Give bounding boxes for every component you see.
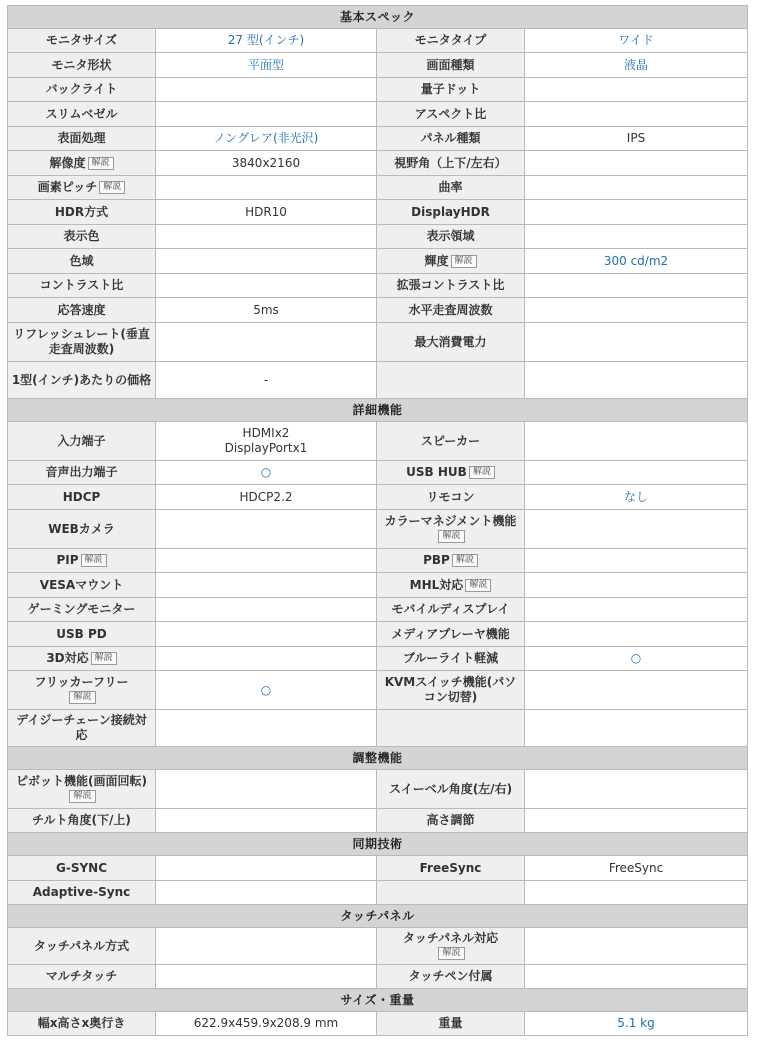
spec-row [8,200,748,225]
spec-value-link[interactable]: 液晶 [624,57,649,72]
spec-row [8,323,748,362]
spec-label-cell [377,225,525,249]
spec-label: FreeSync [419,860,482,875]
spec-value-cell [156,622,377,647]
spec-row [8,225,748,249]
spec-value-cell[interactable] [525,29,748,53]
spec-label: 表面処理 [57,131,106,145]
spec-value-link[interactable]: 平面型 [247,57,284,72]
spec-row [8,1012,748,1036]
spec-row [8,422,748,461]
spec-value: HDCP2.2 [239,489,293,504]
spec-label: タッチペン付属 [408,969,493,983]
section-header-row [8,399,748,422]
spec-value-cell [156,809,377,833]
spec-value-cell [525,710,748,747]
spec-value-cell [525,362,748,399]
spec-value-cell [525,965,748,989]
spec-value-cell[interactable] [525,485,748,510]
spec-label-cell [377,200,525,225]
spec-row [8,770,748,809]
spec-value-cell [156,422,377,461]
spec-row [8,510,748,549]
spec-label: 画面種類 [426,57,475,72]
spec-value-cell [156,549,377,573]
spec-label-cell [377,274,525,298]
kaisetsu-button[interactable]: 解説 [438,530,464,543]
spec-value-cell [156,965,377,989]
spec-label: コントラスト比 [39,278,124,292]
spec-label-cell [8,323,156,362]
spec-row [8,362,748,399]
spec-label-cell [377,881,525,905]
spec-value-cell [525,225,748,249]
spec-label-cell [377,461,525,485]
spec-value-line: DisplayPortx1 [224,441,308,455]
spec-value-cell[interactable] [525,53,748,78]
spec-label-cell [8,485,156,510]
spec-row [8,809,748,833]
spec-row [8,127,748,151]
spec-label: スリムベゼル [45,106,118,121]
spec-label: MHL対応 [409,577,464,592]
spec-value-cell [156,225,377,249]
kaisetsu-button[interactable]: 解説 [81,554,107,567]
spec-row [8,298,748,323]
spec-value-cell [525,461,748,485]
spec-value-link[interactable]: 5.1 kg [617,1016,655,1030]
spec-value-cell [525,881,748,905]
spec-label-cell [377,78,525,102]
spec-label-cell [8,573,156,598]
section-header-row [8,989,748,1012]
spec-value-link[interactable]: ノングレア(非光沢) [213,131,319,145]
spec-value-cell [525,598,748,622]
spec-label: モニタサイズ [45,33,118,47]
spec-label-cell [377,298,525,323]
kaisetsu-button[interactable]: 解説 [69,790,95,803]
section-title: 基本スペック [8,6,748,29]
spec-label: デイジーチェーン接続対応 [16,713,147,742]
spec-row [8,598,748,622]
spec-label: 音声出力端子 [45,465,118,479]
spec-value-cell [156,573,377,598]
spec-label-cell [8,102,156,127]
spec-value-cell [525,78,748,102]
spec-label: チルト角度(下/上) [32,813,131,827]
spec-value-cell [525,176,748,200]
spec-row [8,856,748,881]
spec-value-link[interactable]: ○ [260,682,272,697]
spec-value-cell [525,127,748,151]
spec-value-cell [525,928,748,965]
spec-label: アスペクト比 [414,106,487,121]
spec-label: DisplayHDR [411,204,490,219]
spec-value-link[interactable]: ○ [630,651,642,665]
spec-label-cell [377,127,525,151]
section-title: 詳細機能 [8,399,748,422]
spec-label: 最大消費電力 [414,334,487,349]
spec-value-cell [525,573,748,598]
spec-label: タッチパネル対応 [402,931,499,945]
spec-value-cell[interactable] [525,1012,748,1036]
kaisetsu-button[interactable]: 解説 [69,691,95,704]
spec-label-cell [8,671,156,710]
spec-value-cell [156,710,377,747]
spec-value-cell [156,78,377,102]
spec-value-cell [156,647,377,671]
spec-label-cell [8,362,156,399]
spec-label-cell [8,151,156,176]
spec-row [8,485,748,510]
spec-value-cell [156,102,377,127]
spec-label: ブルーライト軽減 [402,651,499,665]
spec-value-cell [156,510,377,549]
spec-label-cell [8,200,156,225]
section-title: 同期技術 [8,833,748,856]
spec-value-cell [525,422,748,461]
spec-label: 重量 [438,1016,463,1030]
spec-label-cell [8,549,156,573]
kaisetsu-button[interactable]: 解説 [465,579,491,592]
spec-value-cell [156,881,377,905]
spec-label-cell [8,510,156,549]
spec-label: G-SYNC [55,860,107,875]
spec-value-cell [156,176,377,200]
spec-value-cell [525,549,748,573]
spec-value-cell [525,622,748,647]
spec-label: モバイルディスプレイ [391,602,510,616]
spec-label-cell [377,965,525,989]
spec-label: HDR方式 [54,204,109,219]
spec-row [8,710,748,747]
spec-value-cell [525,102,748,127]
kaisetsu-button[interactable]: 解説 [469,466,495,479]
spec-row [8,53,748,78]
spec-value-cell [525,200,748,225]
spec-row [8,274,748,298]
spec-row [8,249,748,274]
section-title: 調整機能 [8,747,748,770]
spec-label-cell [8,225,156,249]
spec-label-cell [377,622,525,647]
spec-row [8,549,748,573]
spec-label: PBP [423,553,450,567]
spec-label: 高さ調節 [426,813,475,827]
spec-value: IPS [626,131,646,145]
spec-label-cell [377,485,525,510]
spec-label-cell [377,549,525,573]
spec-label: ゲーミングモニター [27,602,136,616]
spec-label: ピボット機能(画面回転) [16,774,147,788]
spec-value-link[interactable]: ○ [260,465,272,479]
spec-value-cell [525,151,748,176]
spec-value-cell [525,274,748,298]
spec-label: バックライト [45,82,118,96]
spec-label-cell [377,323,525,362]
spec-label-cell [377,362,525,399]
section-header-row [8,747,748,770]
spec-label-cell [377,102,525,127]
spec-label-cell [8,53,156,78]
spec-label-cell [377,176,525,200]
spec-label-cell [8,928,156,965]
spec-label-cell [8,249,156,274]
spec-row [8,965,748,989]
spec-label: 入力端子 [57,433,106,448]
spec-label-cell [8,422,156,461]
section-header-row [8,6,748,29]
kaisetsu-button[interactable]: 解説 [99,181,125,194]
spec-row [8,622,748,647]
section-header-row [8,905,748,928]
spec-value-cell [525,809,748,833]
spec-row [8,151,748,176]
spec-label: マルチタッチ [45,969,118,983]
spec-value-link[interactable]: 300 cd/m2 [603,253,669,268]
spec-label: VESAマウント [39,577,124,592]
spec-label: 1型(インチ)あたりの価格 [11,372,152,387]
spec-label-cell [8,1012,156,1036]
spec-label-cell [8,622,156,647]
spec-label: カラーマネジメント機能 [384,514,517,528]
kaisetsu-button[interactable]: 解説 [91,652,117,665]
spec-label: USB HUB [406,465,467,479]
spec-value-cell [156,770,377,809]
spec-label: 量子ドット [420,82,481,96]
spec-table [7,5,748,1036]
spec-label-cell [8,298,156,323]
spec-label: 3D対応 [46,651,89,665]
spec-value-cell [156,200,377,225]
spec-label-cell [8,127,156,151]
spec-row [8,928,748,965]
spec-value-cell [156,1012,377,1036]
spec-value-cell [156,598,377,622]
spec-row [8,647,748,671]
spec-label: モニタ形状 [51,57,112,72]
spec-label-cell [377,928,525,965]
spec-value-cell [156,856,377,881]
spec-value-cell[interactable] [525,647,748,671]
spec-label-cell [8,29,156,53]
spec-label: WEBカメラ [48,521,115,536]
spec-label-cell [8,809,156,833]
kaisetsu-button[interactable]: 解説 [438,947,464,960]
spec-value-cell [156,274,377,298]
spec-label-cell [377,856,525,881]
spec-value: - [263,372,269,387]
spec-label: PIP [56,553,79,567]
spec-label: タッチパネル方式 [33,938,130,953]
spec-value-cell [525,770,748,809]
spec-label: 輝度 [424,253,449,268]
spec-label-cell [8,461,156,485]
spec-value-cell [156,362,377,399]
section-header-row [8,833,748,856]
spec-label-cell [8,881,156,905]
spec-label-cell [377,1012,525,1036]
spec-label: スピーカー [420,433,481,448]
spec-value-cell [156,323,377,362]
spec-row [8,671,748,710]
spec-label-cell [8,78,156,102]
spec-label: 色域 [69,253,94,268]
spec-label-cell [377,809,525,833]
spec-label: メディアプレーヤ機能 [391,626,510,641]
spec-value-cell [156,928,377,965]
spec-label-cell [8,965,156,989]
spec-value-cell [156,249,377,274]
spec-value: HDR10 [245,204,287,219]
spec-label-cell [377,249,525,274]
kaisetsu-button[interactable]: 解説 [452,554,478,567]
spec-label-cell [8,598,156,622]
spec-value-cell[interactable] [156,29,377,53]
spec-value-cell[interactable] [156,127,377,151]
spec-value-cell [525,671,748,710]
spec-label-cell [8,770,156,809]
spec-label-cell [377,29,525,53]
spec-label-cell [8,856,156,881]
spec-label-cell [377,151,525,176]
spec-row [8,176,748,200]
spec-row [8,461,748,485]
spec-row [8,78,748,102]
spec-label: KVMスイッチ機能(パソコン切替) [384,675,517,704]
spec-value-link[interactable]: なし [624,489,649,504]
spec-value: 5ms [253,302,279,317]
spec-row [8,573,748,598]
spec-value-cell [156,298,377,323]
spec-label-cell [377,573,525,598]
spec-row [8,881,748,905]
spec-label: USB PD [56,626,107,641]
spec-value-line: HDMIx2 [242,426,290,440]
spec-label: 表示色 [63,229,100,243]
spec-value-cell [525,298,748,323]
spec-label-cell [8,647,156,671]
spec-label-cell [377,598,525,622]
spec-value-cell[interactable] [156,671,377,710]
spec-value-cell [156,151,377,176]
spec-value: 622.9x459.9x208.9 mm [193,1016,339,1030]
spec-value-cell [525,856,748,881]
kaisetsu-button[interactable]: 解説 [451,255,477,268]
section-title: サイズ・重量 [8,989,748,1012]
spec-label-cell [377,510,525,549]
spec-label: 視野角（上下/左右） [394,155,507,170]
spec-label-cell [377,53,525,78]
spec-label: フリッカーフリー [34,675,129,689]
spec-label: 水平走査周波数 [408,302,493,317]
spec-value: 3840x2160 [231,155,301,170]
section-title: タッチパネル [8,905,748,928]
kaisetsu-button[interactable]: 解説 [88,157,114,170]
spec-label: 応答速度 [57,302,106,317]
spec-label: 画素ピッチ [37,180,98,194]
spec-label: 表示領域 [426,229,475,243]
spec-label: 曲率 [438,180,463,194]
spec-value-link[interactable]: ワイド [618,33,654,47]
spec-value-cell [525,323,748,362]
spec-label-cell [377,770,525,809]
spec-value-cell [525,510,748,549]
spec-label: リモコン [426,489,475,504]
spec-label: 幅x高さx奥行き [37,1016,126,1030]
spec-label-cell [8,176,156,200]
spec-label-cell [377,422,525,461]
spec-label: リフレッシュレート(垂直走査周波数) [13,327,150,356]
spec-value-cell[interactable] [156,461,377,485]
spec-label: パネル種類 [420,131,481,145]
spec-label-cell [8,274,156,298]
spec-label-cell [377,647,525,671]
spec-row [8,102,748,127]
spec-value-cell[interactable] [525,249,748,274]
spec-value: FreeSync [608,860,664,875]
spec-label: 解像度 [49,155,86,170]
spec-label: スイーベル角度(左/右) [388,781,513,796]
spec-label-cell [377,671,525,710]
spec-value-cell[interactable] [156,53,377,78]
spec-label: モニタタイプ [414,33,487,47]
spec-row [8,29,748,53]
spec-label-cell [377,710,525,747]
spec-label: 拡張コントラスト比 [396,278,505,292]
spec-label: Adaptive-Sync [32,885,131,899]
spec-label: HDCP [62,489,101,504]
spec-value-link[interactable]: 27 型(インチ) [227,33,305,47]
spec-label-cell [8,710,156,747]
spec-value-cell [156,485,377,510]
